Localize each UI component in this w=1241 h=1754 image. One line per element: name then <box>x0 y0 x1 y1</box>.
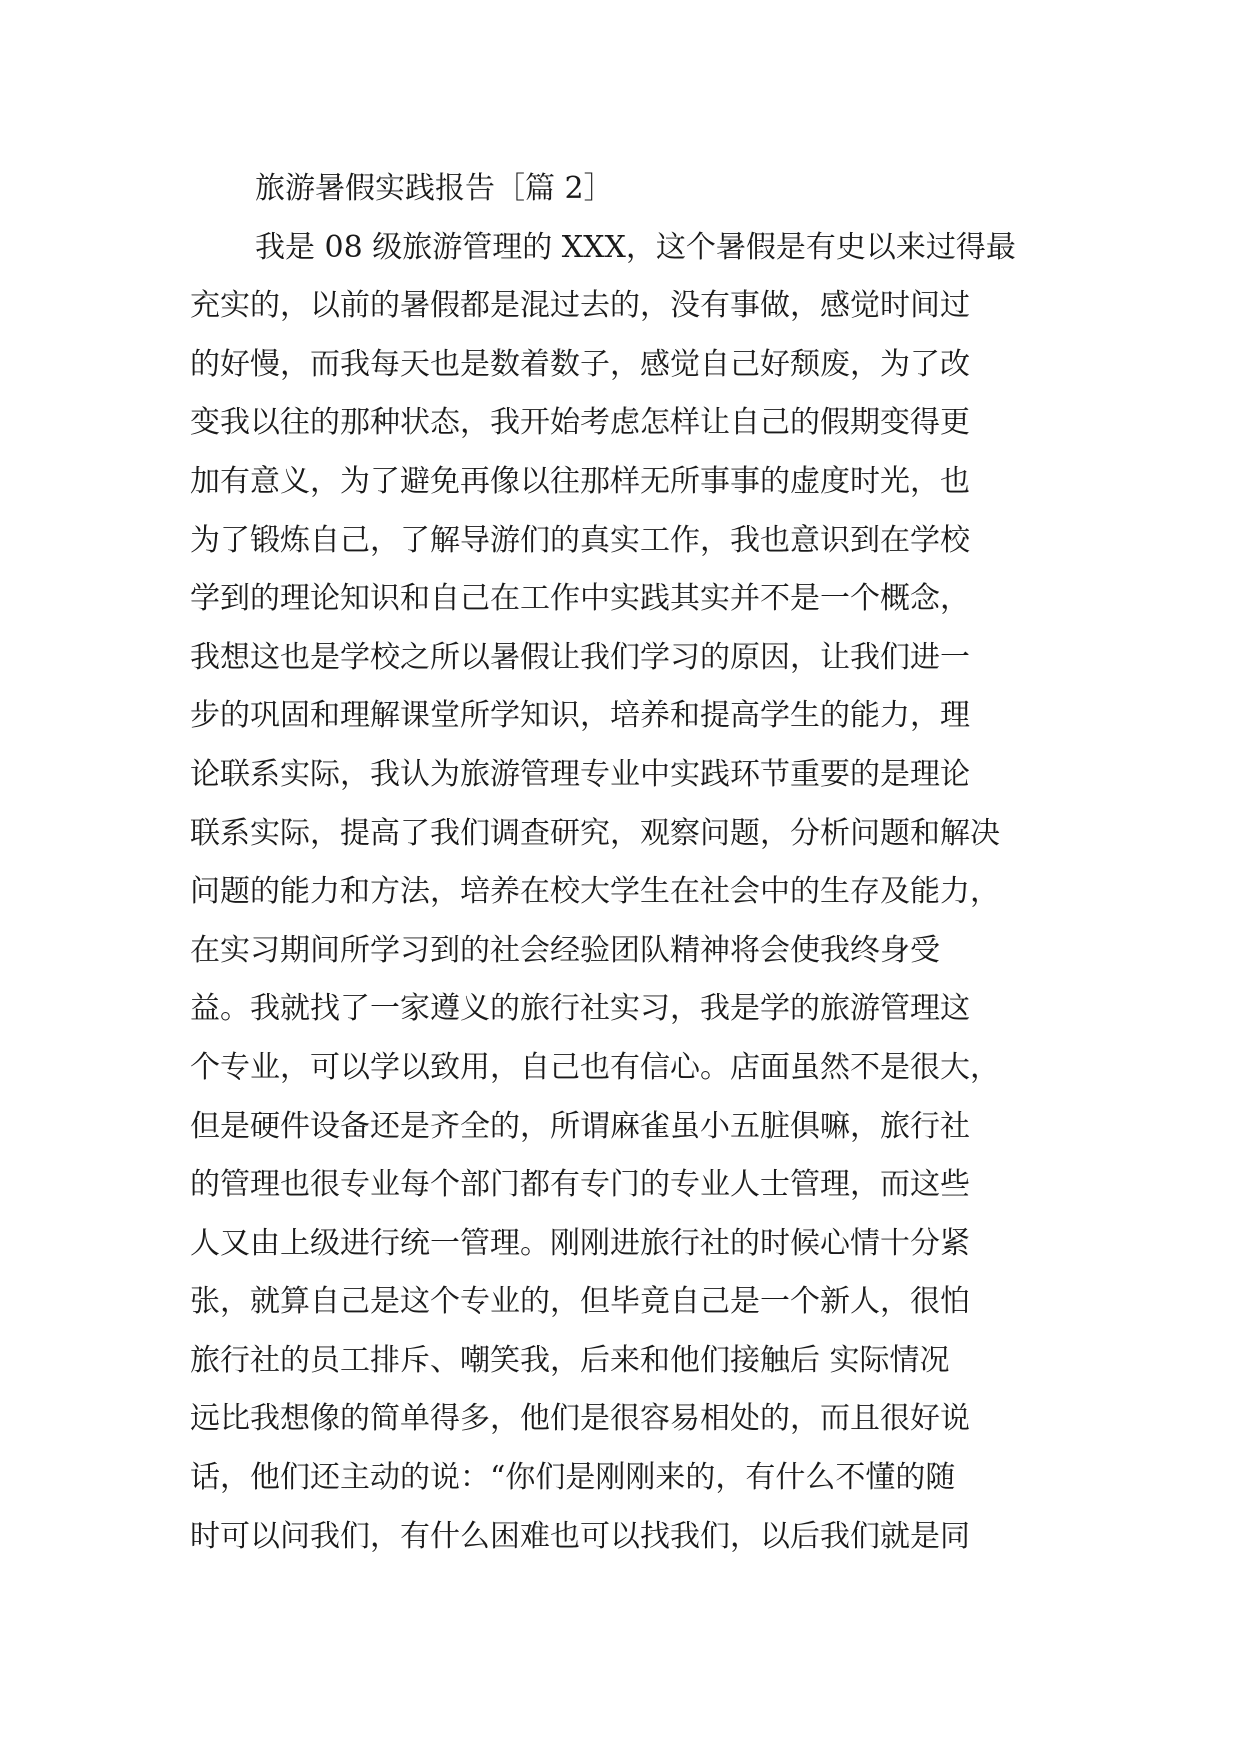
text-line-23: 时可以问我们，有什么困难也可以找我们，以后我们就是同 <box>190 1518 970 1554</box>
text-line-20: 旅行社的员工排斥、嘲笑我，后来和他们接触后 实际情况 <box>190 1342 950 1378</box>
text-line-19: 张，就算自己是这个专业的，但毕竟自己是一个新人，很怕 <box>190 1284 970 1320</box>
text-line-16: 但是硬件设备还是齐全的，所谓麻雀虽小五脏俱嘛，旅行社 <box>190 1108 970 1144</box>
text-line-15: 个专业，可以学以致用，自己也有信心。店面虽然不是很大， <box>190 1049 1000 1085</box>
text-line-9: 步的巩固和理解课堂所学知识，培养和提高学生的能力，理 <box>190 698 970 734</box>
text-line-7: 学到的理论知识和自己在工作中实践其实并不是一个概念， <box>190 581 970 617</box>
text-line-12: 问题的能力和方法，培养在校大学生在社会中的生存及能力， <box>190 874 1000 910</box>
text-line-1: 我是 08 级旅游管理的 XXX，这个暑假是有史以来过得最 <box>255 229 1016 265</box>
text-line-14: 益。我就找了一家遵义的旅行社实习，我是学的旅游管理这 <box>190 991 970 1027</box>
document-title: 旅游暑假实践报告［篇 2］ <box>255 171 614 206</box>
text-line-18: 人又由上级进行统一管理。刚刚进旅行社的时候心情十分紧 <box>190 1225 970 1261</box>
report-body <box>190 160 1060 1566</box>
text-line-10: 论联系实际，我认为旅游管理专业中实践环节重要的是理论 <box>190 756 970 792</box>
text-line-13: 在实习期间所学习到的社会经验团队精神将会使我终身受 <box>190 932 940 968</box>
text-line-22: 话，他们还主动的说：“你们是刚刚来的，有什么不懂的随 <box>190 1460 956 1496</box>
text-line-2: 充实的，以前的暑假都是混过去的，没有事做，感觉时间过 <box>190 288 970 324</box>
text-line-4: 变我以往的那种状态，我开始考虑怎样让自己的假期变得更 <box>190 405 970 441</box>
text-line-6: 为了锻炼自己，了解导游们的真实工作，我也意识到在学校 <box>190 522 970 558</box>
text-line-3: 的好慢，而我每天也是数着数子，感觉自己好颓废，为了改 <box>190 346 970 382</box>
text-line-5: 加有意义，为了避免再像以往那样无所事事的虚度时光，也 <box>190 463 970 499</box>
text-line-11: 联系实际，提高了我们调查研究，观察问题，分析问题和解决 <box>190 815 1000 851</box>
text-line-21: 远比我想像的简单得多，他们是很容易相处的，而且很好说 <box>190 1401 970 1437</box>
text-line-17: 的管理也很专业每个部门都有专门的专业人士管理，而这些 <box>190 1167 970 1203</box>
text-line-8: 我想这也是学校之所以暑假让我们学习的原因，让我们进一 <box>190 639 970 675</box>
